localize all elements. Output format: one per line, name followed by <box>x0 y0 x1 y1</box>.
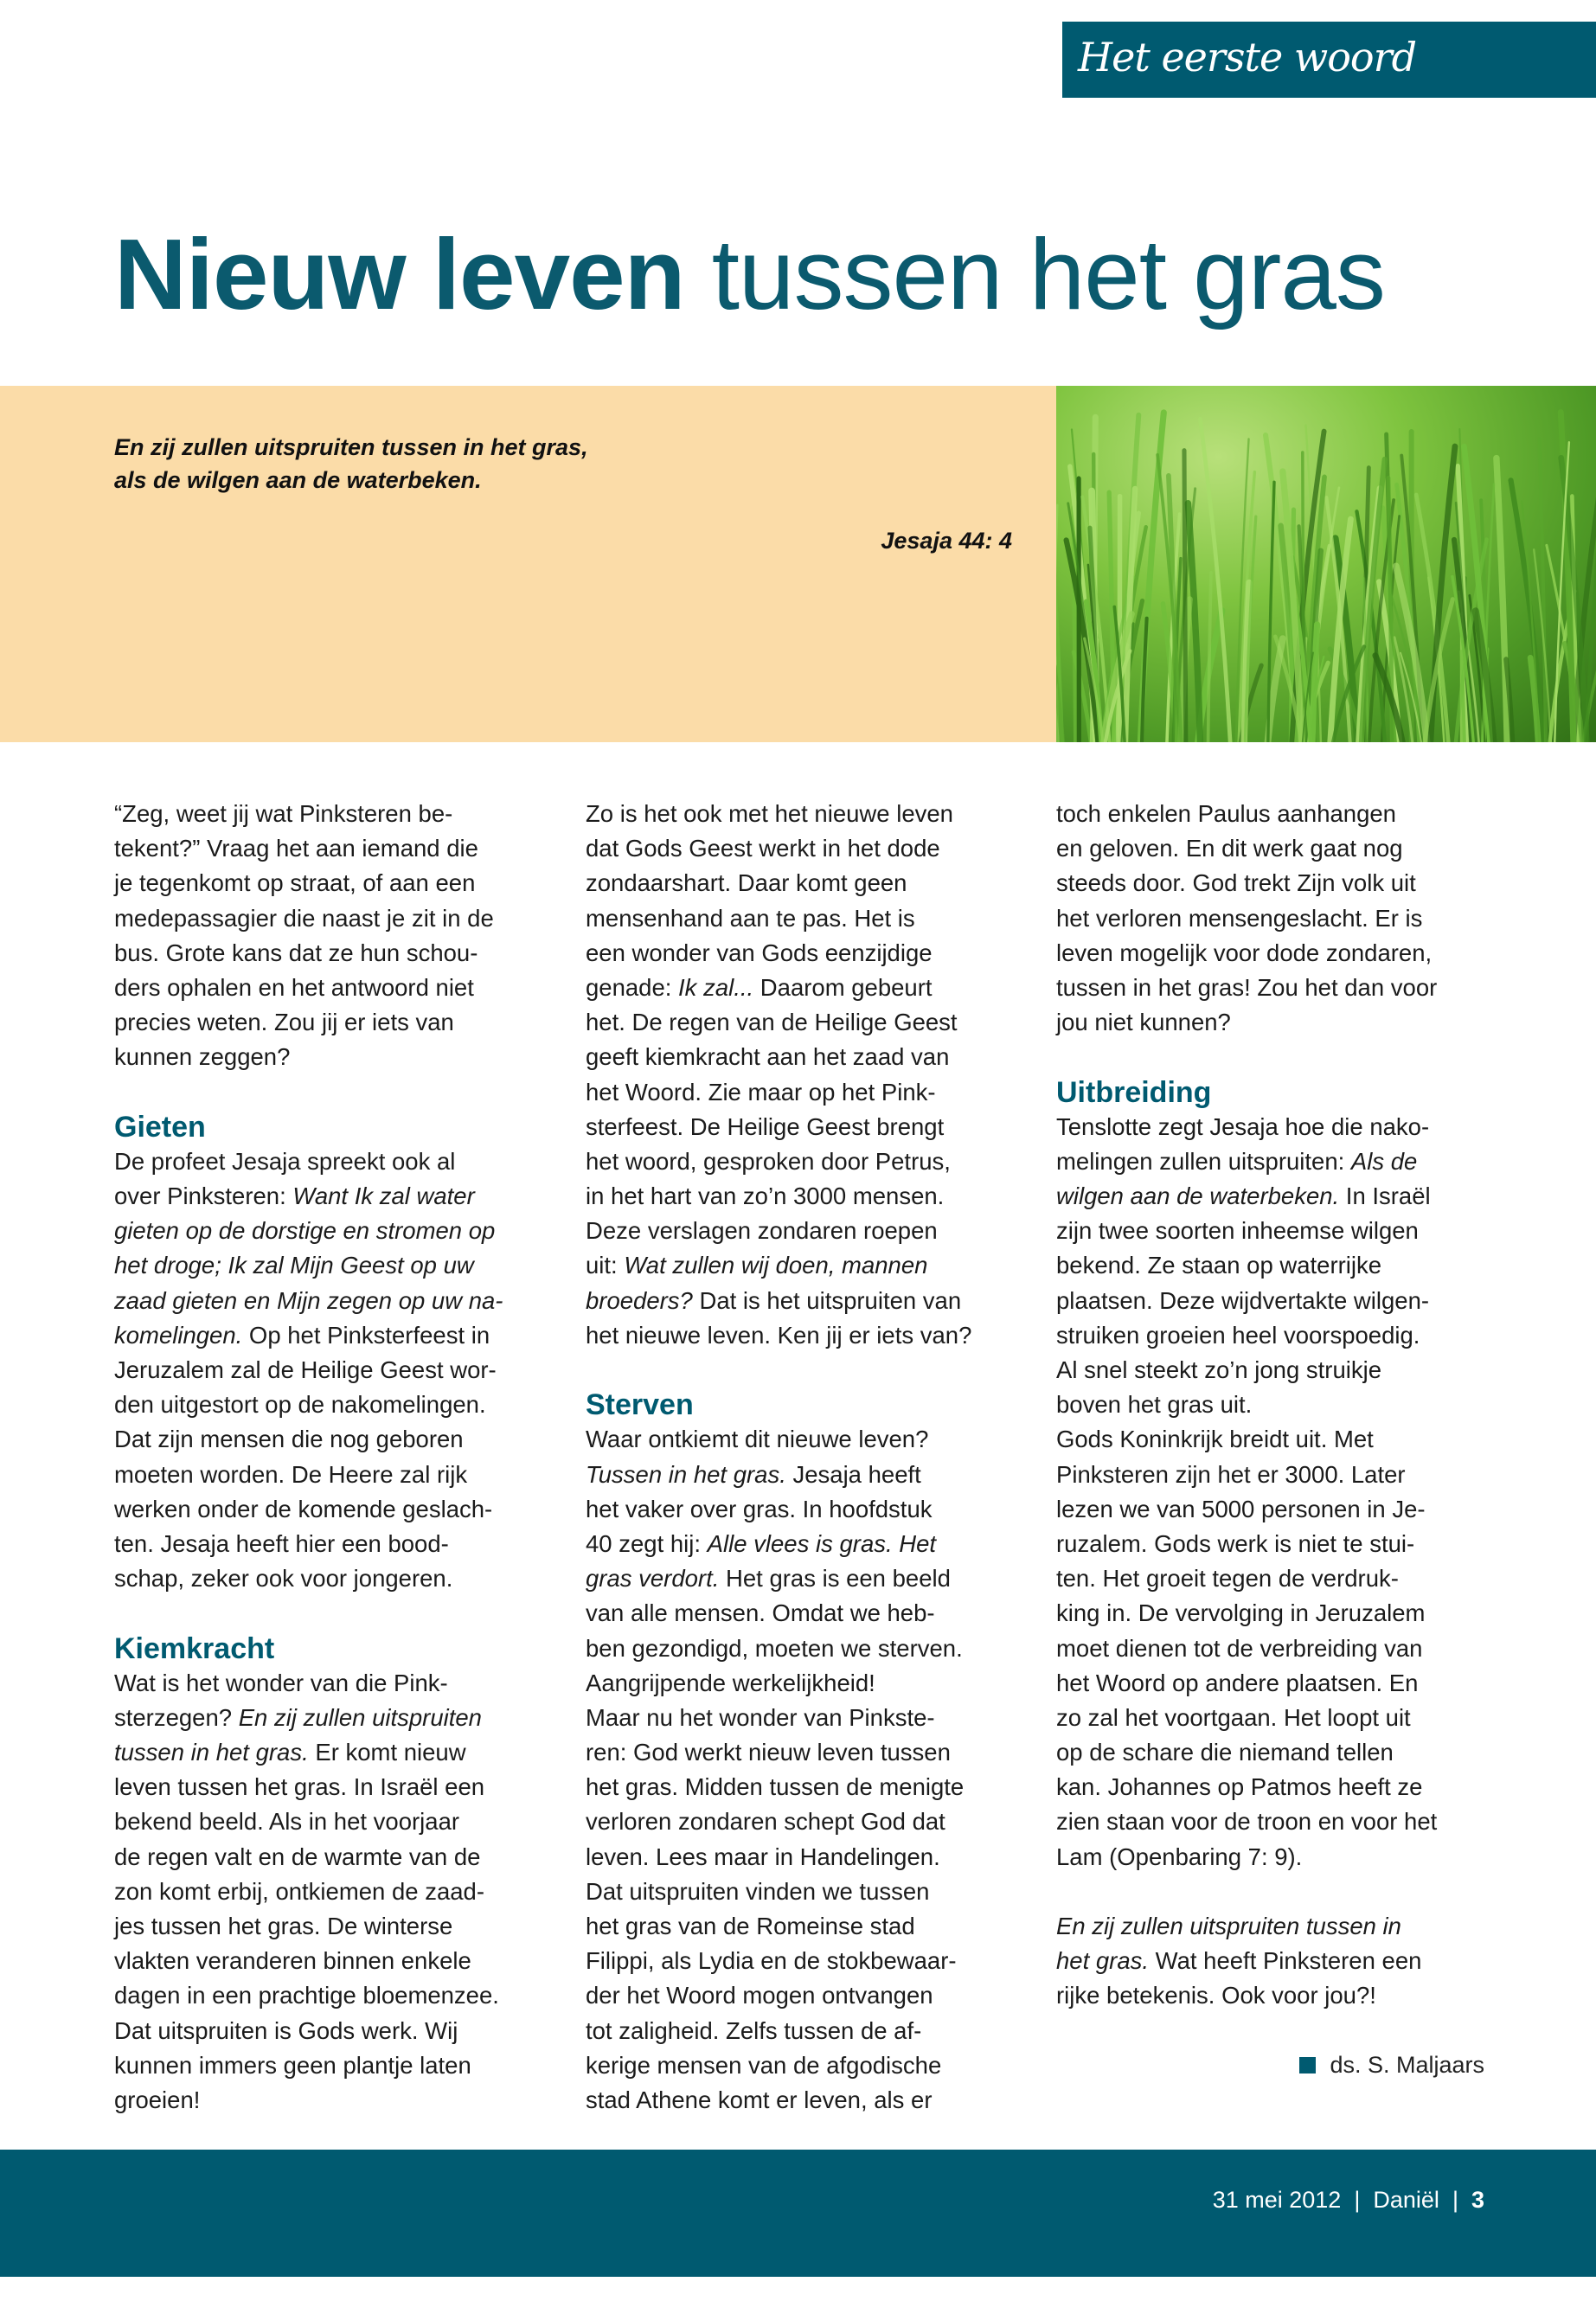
text-line <box>1056 1248 1489 1283</box>
text-segment: ders ophalen en het antwoord niet <box>114 973 474 1001</box>
text-line <box>586 1909 1018 1944</box>
text-segment: Waar ontkiemt dit nieuwe leven? <box>586 1426 929 1453</box>
text-line <box>1056 866 1489 901</box>
text-segment: op de schare die niemand tellen <box>1056 1739 1394 1766</box>
text-line <box>586 1978 1018 2013</box>
text-segment: Daarom gebeurt <box>753 973 933 1001</box>
italic-text: het gras. <box>1056 1947 1150 1975</box>
text-segment: steeds door. God trekt Zijn volk uit <box>1056 869 1416 897</box>
text-segment: kunnen zeggen? <box>114 1043 291 1071</box>
text-segment: Lam (Openbaring 7: 9). <box>1056 1843 1303 1870</box>
text-line <box>586 1596 1018 1631</box>
page-number: 3 <box>1471 2187 1484 2213</box>
text-line <box>586 2014 1018 2048</box>
text-line <box>1056 901 1489 936</box>
text-segment: genade: <box>586 973 679 1001</box>
text-line <box>114 1248 547 1283</box>
text-segment: groeien! <box>114 2086 201 2113</box>
italic-text: tussen in het gras. <box>114 1739 309 1766</box>
text-line <box>586 797 1018 831</box>
text-segment: in het hart van zo’n 3000 mensen. <box>586 1183 945 1210</box>
text-line <box>114 971 547 1005</box>
blank-line <box>1056 1875 1489 1909</box>
text-segment: verloren zondaren schept God dat <box>586 1808 945 1836</box>
text-segment: Al snel steekt zo’n jong struikje <box>1056 1356 1382 1383</box>
text-line <box>1056 936 1489 971</box>
text-segment: zon komt erbij, ontkiemen de zaad- <box>114 1877 484 1905</box>
quote-reference: Jesaja 44: 4 <box>881 528 1012 554</box>
text-line <box>586 1875 1018 1909</box>
text-line <box>114 2048 547 2083</box>
text-line <box>586 1492 1018 1527</box>
text-line <box>114 2014 547 2048</box>
text-segment: Er komt nieuw <box>308 1739 466 1766</box>
text-line <box>1056 1944 1489 1978</box>
text-line <box>586 831 1018 866</box>
section-heading: Uitbreiding <box>1056 1075 1212 1109</box>
text-line <box>114 1422 547 1457</box>
text-segment: ten. Jesaja heeft hier een bood- <box>114 1529 449 1557</box>
text-segment: het gras. Midden tussen de menigte <box>586 1773 965 1801</box>
text-line <box>1056 1318 1489 1353</box>
italic-text: gras verdort. <box>586 1565 720 1593</box>
text-line <box>586 1248 1018 1283</box>
text-segment: tot zaligheid. Zelfs tussen de af- <box>586 2016 922 2044</box>
text-segment: leven tussen het gras. In Israël een <box>114 1773 485 1801</box>
text-line <box>1056 1770 1489 1804</box>
text-segment: geeft kiemkracht aan het zaad van <box>586 1043 950 1071</box>
text-segment: het gras van de Romeinse stad <box>586 1913 915 1939</box>
text-line <box>586 1631 1018 1666</box>
text-segment: zo zal het voortgaan. Het loopt uit <box>1056 1703 1411 1731</box>
italic-text: komelingen. <box>114 1321 243 1349</box>
text-segment: jou niet kunnen? <box>1056 1009 1231 1036</box>
text-segment: bekend beeld. Als in het voorjaar <box>114 1808 460 1836</box>
text-segment: uit: <box>586 1252 625 1279</box>
text-segment: sterzegen? <box>114 1703 239 1731</box>
text-segment: melingen zullen uitspruiten: <box>1056 1147 1351 1175</box>
text-segment: werken onder de komende geslach- <box>114 1495 493 1522</box>
text-line <box>1056 1804 1489 1839</box>
text-segment: het woord, gesproken door Petrus, <box>586 1147 951 1175</box>
text-segment: Gods Koninkrijk breidt uit. Met <box>1056 1426 1374 1453</box>
text-line <box>114 1770 547 1804</box>
text-line <box>586 936 1018 971</box>
text-segment: ten. Het groeit tegen de verdruk- <box>1056 1565 1399 1593</box>
text-segment: kan. Johannes op Patmos heeft ze <box>1056 1773 1423 1801</box>
text-line <box>114 936 547 971</box>
grass-blade <box>1511 480 1544 742</box>
text-line <box>114 1353 547 1388</box>
text-line <box>114 1318 547 1353</box>
italic-text: Ik zal... <box>678 973 754 1001</box>
article-column-2 <box>586 797 1018 2118</box>
page-footer <box>0 2150 1596 2277</box>
text-line <box>114 866 547 901</box>
italic-text: Alle vlees is gras. Het <box>707 1529 937 1557</box>
text-segment: het Woord. Zie maar op het Pink- <box>586 1078 936 1106</box>
text-line <box>114 1909 547 1944</box>
title-bold: Nieuw leven <box>114 218 685 330</box>
italic-text: het droge; Ik zal Mijn Geest op uw <box>114 1252 474 1279</box>
text-segment: de regen valt en de warmte van de <box>114 1843 481 1870</box>
text-segment: Wat is het wonder van die Pink- <box>114 1669 448 1696</box>
text-segment: struiken groeien heel voorspoedig. <box>1056 1321 1420 1349</box>
italic-text: Want Ik zal water <box>292 1183 475 1210</box>
text-line <box>586 1040 1018 1074</box>
text-line <box>114 1144 547 1179</box>
text-line <box>586 1144 1018 1179</box>
italic-text: En zij zullen uitspruiten tussen in <box>1056 1913 1401 1939</box>
text-segment: en geloven. En dit werk gaat nog <box>1056 835 1403 862</box>
text-segment: tussen in het gras! Zou het dan voor <box>1056 973 1438 1001</box>
text-line <box>114 1179 547 1214</box>
text-segment: lezen we van 5000 personen in Je- <box>1056 1495 1426 1522</box>
quote-line: En zij zullen uitspruiten tussen in het gras, <box>114 434 588 460</box>
text-segment: dat Gods Geest werkt in het dode <box>586 835 940 862</box>
text-line <box>1056 1388 1489 1422</box>
text-line <box>586 1422 1018 1457</box>
text-segment: bekend. Ze staan op waterrijke <box>1056 1252 1382 1279</box>
section-heading: Gieten <box>114 1110 206 1144</box>
text-line <box>1056 971 1489 1005</box>
text-segment: boven het gras uit. <box>1056 1391 1253 1419</box>
italic-text: Als de <box>1350 1147 1418 1175</box>
text-line <box>586 1735 1018 1770</box>
article-column-3 <box>1056 797 1489 2014</box>
text-segment: Tenslotte zegt Jesaja hoe die nako- <box>1056 1112 1430 1140</box>
text-line <box>586 2083 1018 2118</box>
text-segment: De profeet Jesaja spreekt ook al <box>114 1147 456 1175</box>
square-bullet-icon <box>1299 2057 1316 2073</box>
text-line <box>114 1944 547 1978</box>
text-segment: den uitgestort op de nakomelingen. <box>114 1391 486 1419</box>
footer-separator: | <box>1354 2187 1361 2213</box>
text-segment: ben gezondigd, moeten we sterven. <box>586 1634 963 1662</box>
text-line <box>1056 1631 1489 1666</box>
text-segment: dagen in een prachtige bloemenzee. <box>114 1982 499 2009</box>
text-line <box>114 1840 547 1875</box>
text-line <box>1056 1492 1489 1527</box>
text-line <box>114 1978 547 2013</box>
text-line <box>1056 1735 1489 1770</box>
text-segment: Het gras is een beeld <box>719 1565 951 1593</box>
blank-line <box>114 1596 547 1631</box>
text-segment: jes tussen het gras. De winterse <box>114 1913 453 1939</box>
text-segment: moet dienen tot de verbreiding van <box>1056 1634 1423 1662</box>
footer-separator: | <box>1452 2187 1458 2213</box>
grass-blade <box>1497 458 1507 742</box>
text-line <box>1056 1458 1489 1492</box>
text-line <box>1056 1422 1489 1457</box>
italic-text: Wat zullen wij doen, mannen <box>624 1252 928 1279</box>
text-line <box>114 1561 547 1596</box>
text-segment: rijke betekenis. Ook voor jou?! <box>1056 1982 1376 2009</box>
text-segment: het verloren mensengeslacht. Er is <box>1056 904 1423 932</box>
text-line <box>114 1458 547 1492</box>
text-segment: sterfeest. De Heilige Geest brengt <box>586 1112 945 1140</box>
grass-blade <box>1184 451 1186 742</box>
text-line <box>114 2083 547 2118</box>
text-segment: leven. Lees maar in Handelingen. <box>586 1843 940 1870</box>
section-heading: Kiemkracht <box>114 1631 275 1665</box>
text-segment: Dat uitspruiten is Gods werk. Wij <box>114 2016 458 2044</box>
text-segment: zien staan voor de troon en voor het <box>1056 1808 1438 1836</box>
italic-text: broeders? <box>586 1286 693 1314</box>
text-line <box>1056 1527 1489 1561</box>
text-segment: precies weten. Zou jij er iets van <box>114 1009 454 1036</box>
grass-blade <box>1208 573 1211 742</box>
text-line <box>1056 1284 1489 1318</box>
text-line <box>1056 1561 1489 1596</box>
bible-quote <box>114 431 588 497</box>
text-segment: mensenhand aan te pas. Het is <box>586 904 915 932</box>
text-segment: je tegenkomt op straat, of aan een <box>114 869 476 897</box>
text-segment: vlakten veranderen binnen enkele <box>114 1947 471 1975</box>
text-segment: kerige mensen van de afgodische <box>586 2051 942 2079</box>
text-segment: zijn twee soorten inheemse wilgen <box>1056 1217 1419 1245</box>
italic-text: Tussen in het gras. <box>586 1460 786 1488</box>
text-line <box>586 901 1018 936</box>
text-segment: 40 zegt hij: <box>586 1529 708 1557</box>
text-segment: In Israël <box>1339 1183 1431 1210</box>
text-line <box>586 1214 1018 1248</box>
text-line <box>1056 797 1489 831</box>
text-segment: het Woord op andere plaatsen. En <box>1056 1669 1419 1696</box>
text-segment: der het Woord mogen ontvangen <box>586 1982 933 2009</box>
title-regular: tussen het gras <box>684 218 1385 330</box>
text-line <box>114 1214 547 1248</box>
text-line <box>1056 1353 1489 1388</box>
rubric-label: Het eerste woord <box>1078 34 1417 80</box>
text-line <box>1056 1179 1489 1214</box>
text-segment: Dat zijn mensen die nog geboren <box>114 1426 464 1453</box>
text-line <box>586 971 1018 1005</box>
text-segment: stad Athene komt er leven, als er <box>586 2086 933 2113</box>
text-segment: moeten worden. De Heere zal rijk <box>114 1460 468 1488</box>
text-segment: schap, zeker ook voor jongeren. <box>114 1565 453 1593</box>
text-segment: Jeruzalem zal de Heilige Geest wor- <box>114 1356 497 1383</box>
text-line <box>586 1527 1018 1561</box>
text-segment: Aangrijpende werkelijkheid! <box>586 1669 875 1696</box>
text-line <box>114 1875 547 1909</box>
text-line <box>586 1179 1018 1214</box>
text-line <box>586 1284 1018 1318</box>
quote-line: als de wilgen aan de waterbeken. <box>114 467 482 493</box>
text-segment: plaatsen. Deze wijdvertakte wilgen- <box>1056 1286 1430 1314</box>
footer-magazine: Daniël <box>1373 2187 1439 2213</box>
grass-photo <box>1056 386 1596 742</box>
text-segment: Deze verslagen zondaren roepen <box>586 1217 938 1245</box>
text-line <box>1056 1909 1489 1944</box>
text-segment: leven mogelijk voor dode zondaren, <box>1056 939 1433 966</box>
italic-text: zaad gieten en Mijn zegen op uw na- <box>114 1286 503 1314</box>
text-line <box>114 1701 547 1735</box>
article-column-1 <box>114 797 547 2118</box>
text-line <box>1056 1144 1489 1179</box>
text-line <box>586 866 1018 901</box>
footer-text <box>1213 2187 1484 2214</box>
footer-date: 31 mei 2012 <box>1212 2187 1342 2213</box>
text-segment: Maar nu het wonder van Pinkste- <box>586 1703 935 1731</box>
text-line <box>1056 1666 1489 1701</box>
text-line <box>1056 1596 1489 1631</box>
text-line <box>1056 1701 1489 1735</box>
text-segment: Wat heeft Pinksteren een <box>1149 1947 1422 1975</box>
text-line <box>586 1840 1018 1875</box>
text-line <box>114 831 547 866</box>
text-line <box>586 1075 1018 1110</box>
text-line <box>586 1770 1018 1804</box>
text-line <box>586 1110 1018 1144</box>
italic-text: gieten op de dorstige en stromen op <box>114 1217 496 1245</box>
page-title <box>114 215 1385 335</box>
text-segment: het vaker over gras. In hoofdstuk <box>586 1495 933 1522</box>
text-segment: Dat is het uitspruiten van <box>692 1286 962 1314</box>
text-segment: Jesaja heeft <box>785 1460 921 1488</box>
text-line <box>586 1005 1018 1040</box>
text-line <box>114 901 547 936</box>
text-segment: kunnen immers geen plantje laten <box>114 2051 471 2079</box>
text-segment: het. De regen van de Heilige Geest <box>586 1009 958 1036</box>
text-segment: het nieuwe leven. Ken jij er iets van? <box>586 1321 972 1349</box>
section-rubric <box>1062 22 1596 98</box>
text-segment: ruzalem. Gods werk is niet te stui- <box>1056 1529 1415 1557</box>
text-segment: “Zeg, weet jij wat Pinksteren be- <box>114 800 453 827</box>
text-line <box>1056 1110 1489 1144</box>
text-line <box>586 1458 1018 1492</box>
text-segment: tekent?” Vraag het aan iemand die <box>114 835 478 862</box>
text-segment: Dat uitspruiten vinden we tussen <box>586 1877 930 1905</box>
text-line <box>586 1804 1018 1839</box>
text-line <box>1056 1840 1489 1875</box>
text-segment: over Pinksteren: <box>114 1183 293 1210</box>
text-line <box>114 1005 547 1040</box>
text-line <box>1056 1005 1489 1040</box>
blank-line <box>1056 1040 1489 1074</box>
text-line <box>1056 831 1489 866</box>
text-line <box>114 797 547 831</box>
text-segment: Pinksteren zijn het er 3000. Later <box>1056 1460 1406 1488</box>
text-segment: toch enkelen Paulus aanhangen <box>1056 800 1396 827</box>
text-segment: Zo is het ook met het nieuwe leven <box>586 800 953 827</box>
author-signature <box>1299 2052 1484 2079</box>
text-line <box>114 1284 547 1318</box>
text-line <box>586 1561 1018 1596</box>
text-line <box>586 1666 1018 1701</box>
text-line <box>114 1804 547 1839</box>
text-segment: een wonder van Gods eenzijdige <box>586 939 933 966</box>
blank-line <box>114 1075 547 1110</box>
text-segment: medepassagier die naast je zit in de <box>114 904 494 932</box>
text-line <box>586 1318 1018 1353</box>
section-heading: Sterven <box>586 1388 694 1422</box>
text-line <box>1056 1214 1489 1248</box>
text-segment: zondaarshart. Daar komt geen <box>586 869 907 897</box>
text-segment: ren: God werkt nieuw leven tussen <box>586 1739 951 1766</box>
text-segment: bus. Grote kans dat ze hun schou- <box>114 939 478 966</box>
text-line <box>114 1735 547 1770</box>
text-segment: Op het Pinksterfeest in <box>242 1321 490 1349</box>
text-line <box>1056 1978 1489 2013</box>
text-segment: king in. De vervolging in Jeruzalem <box>1056 1599 1426 1627</box>
text-line <box>114 1388 547 1422</box>
quote-band <box>0 386 1056 742</box>
text-line <box>114 1040 547 1074</box>
italic-text: En zij zullen uitspruiten <box>238 1703 482 1731</box>
grass-illustration <box>1056 386 1596 742</box>
text-line <box>586 1701 1018 1735</box>
text-segment: Filippi, als Lydia en de stokbewaar- <box>586 1947 957 1975</box>
author-name: ds. S. Maljaars <box>1330 2052 1484 2078</box>
text-line <box>586 1944 1018 1978</box>
text-line <box>586 2048 1018 2083</box>
text-line <box>114 1666 547 1701</box>
text-line <box>114 1492 547 1527</box>
text-segment: van alle mensen. Omdat we heb- <box>586 1599 935 1627</box>
text-line <box>114 1527 547 1561</box>
blank-line <box>586 1353 1018 1388</box>
italic-text: wilgen aan de waterbeken. <box>1056 1183 1340 1210</box>
